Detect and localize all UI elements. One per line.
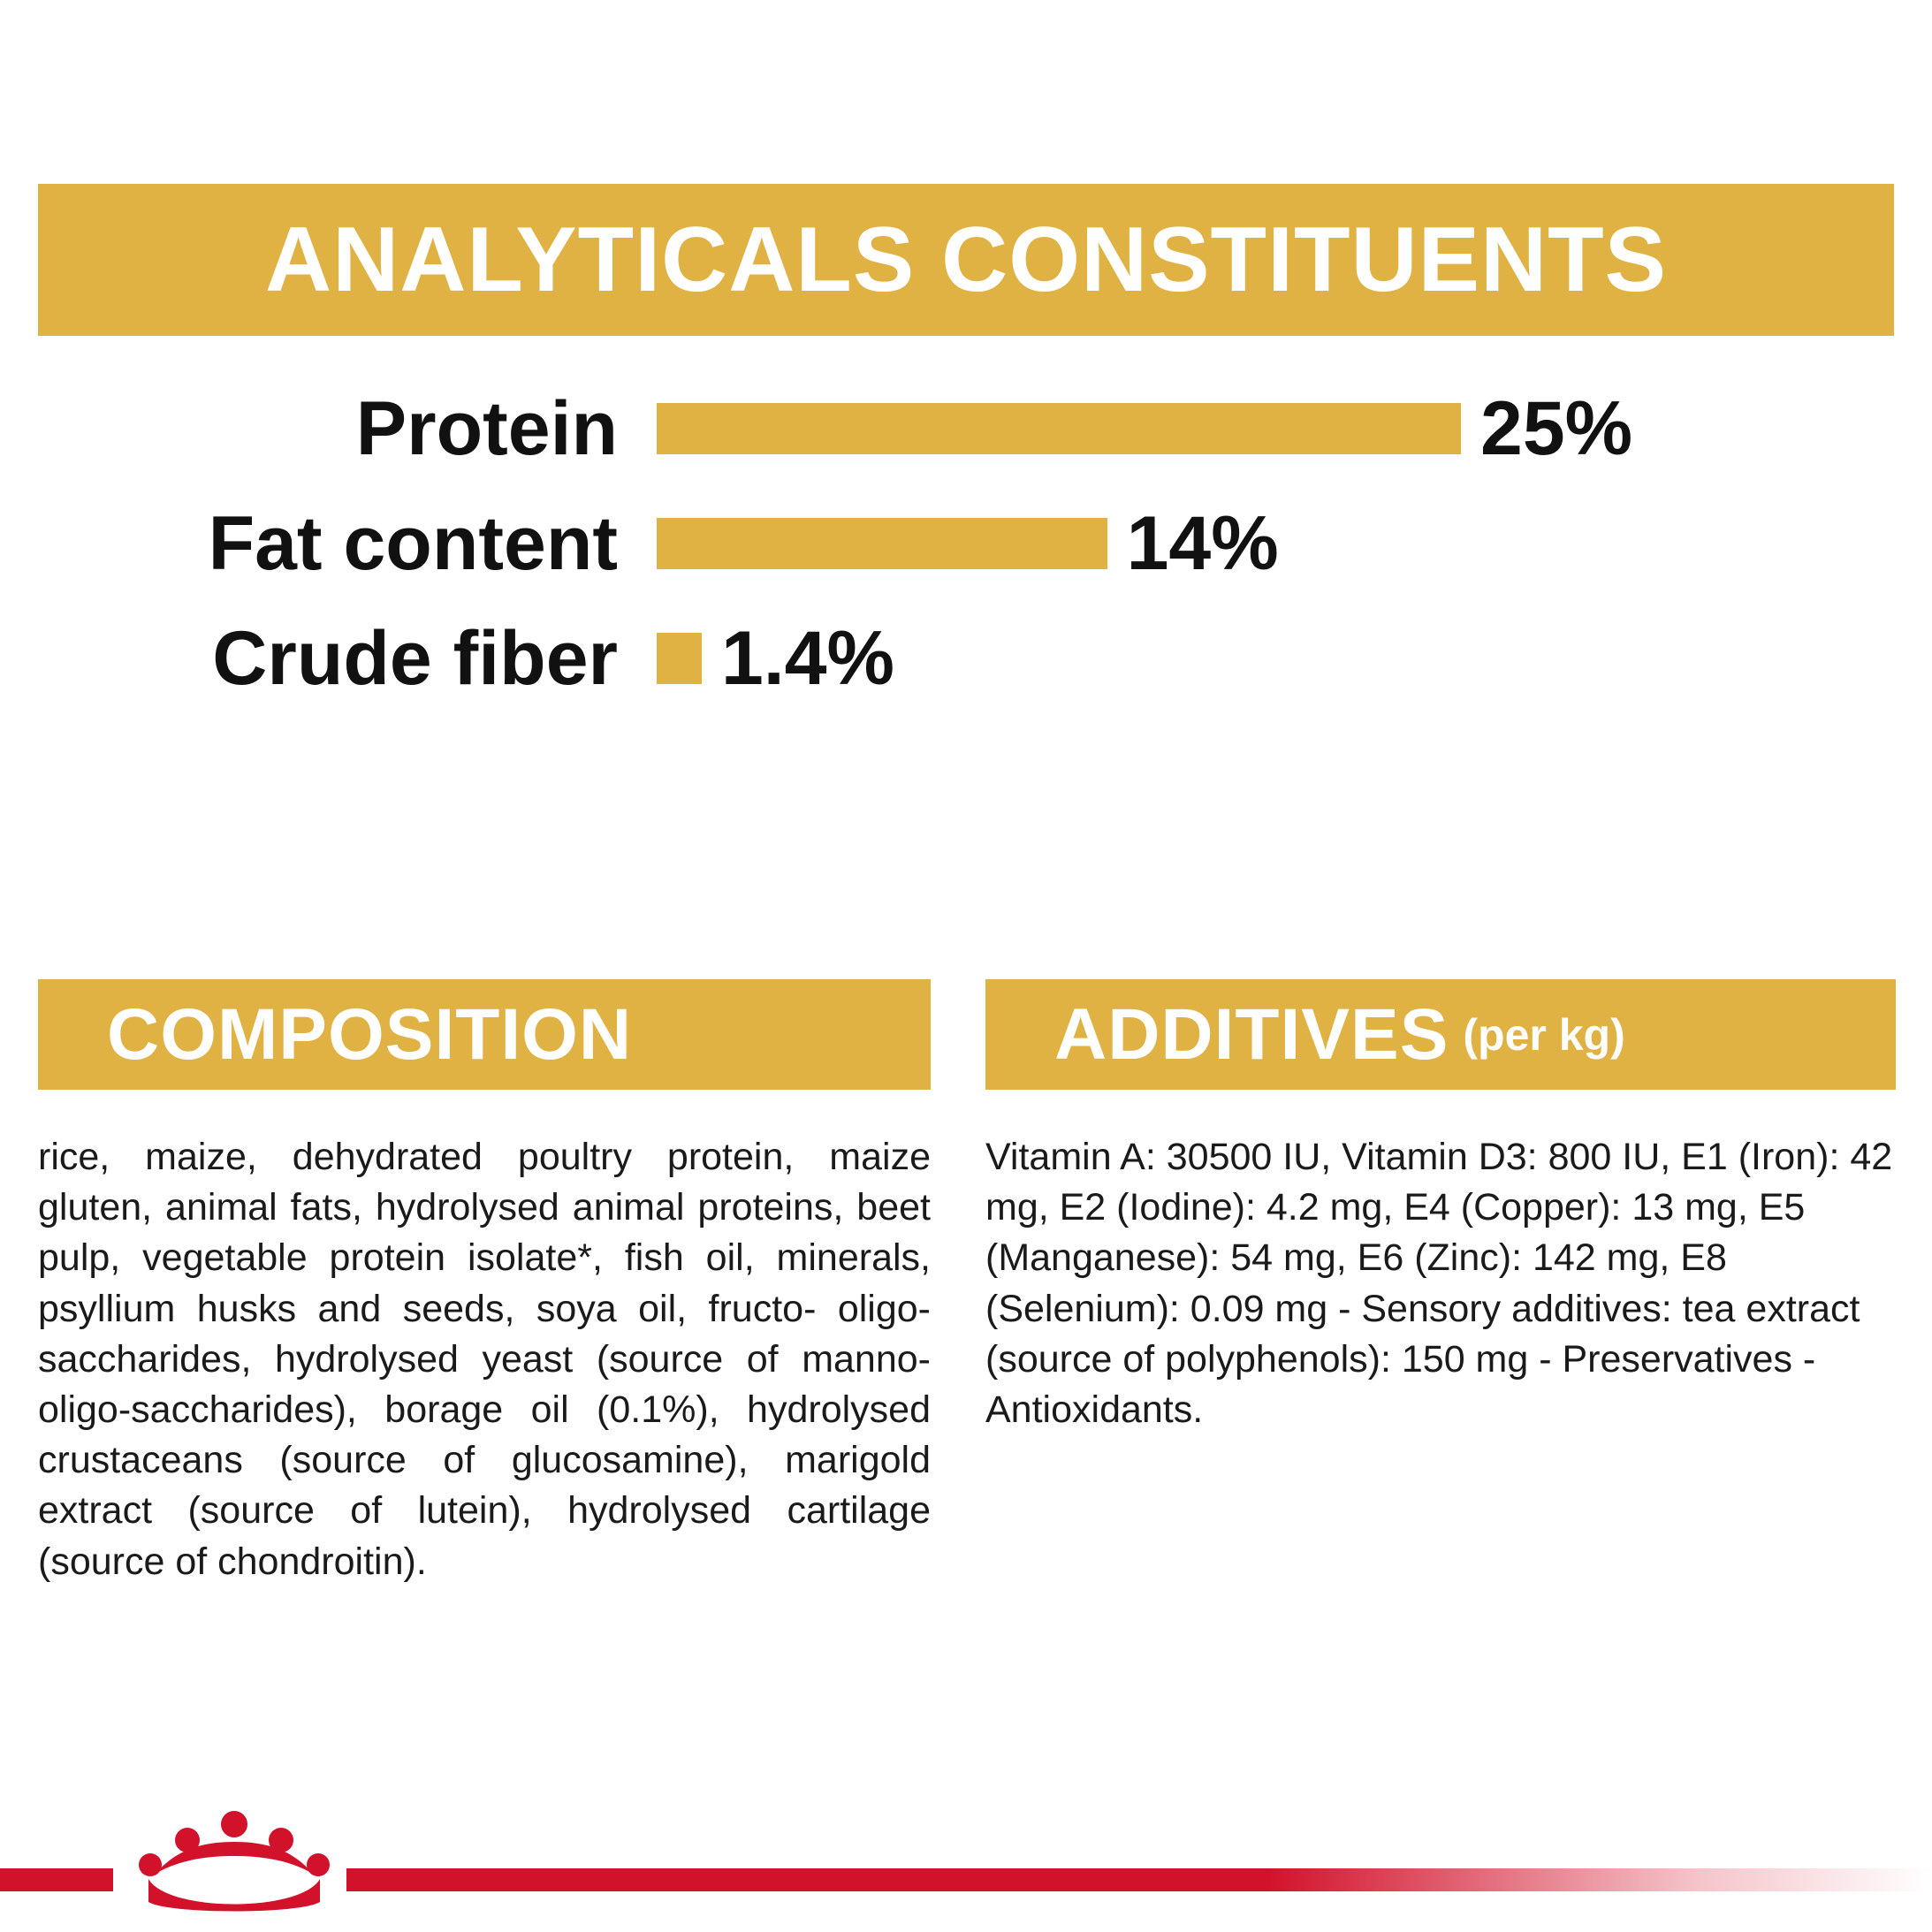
analyticals-chart xyxy=(38,371,1894,716)
analyticals-title: ANALYTICALS CONSTITUENTS xyxy=(265,209,1667,311)
composition-header-band xyxy=(38,979,931,1090)
additives-text: Vitamin A: 30500 IU, Vitamin D3: 800 IU, E1 (Iron): 42 mg, E2 (Iodine): 4.2 mg, E4 (Copper): 13 mg, E5 (Manganese): 54 mg, E6 (Zinc): 142 mg, E8 (Selenium): 0.09 mg - Sensory additives: tea extract (source of polyphenols): 150 mg - Preservatives - Antioxidants. xyxy=(985,1136,1893,1431)
constituent-row-protein xyxy=(38,371,1894,486)
constituent-value-crude-fiber: 1.4% xyxy=(720,616,894,701)
constituent-row-fat-content xyxy=(38,486,1894,601)
constituent-row-crude-fiber xyxy=(38,601,1894,716)
additives-unit-label: (per kg) xyxy=(1463,1009,1625,1060)
royal-canin-crown-logo-icon xyxy=(133,1810,336,1916)
constituent-label-crude-fiber: Crude fiber xyxy=(212,616,618,701)
additives-section xyxy=(985,979,1896,1435)
footer-stripe-right xyxy=(346,1868,1932,1891)
constituent-label-protein: Protein xyxy=(355,386,618,471)
constituent-value-fat-content: 14% xyxy=(1126,501,1279,586)
additives-header-band xyxy=(985,979,1896,1090)
analyticals-header-band xyxy=(38,184,1894,336)
constituent-bar-protein xyxy=(657,403,1461,454)
constituent-label-fat-content: Fat content xyxy=(208,501,618,586)
composition-text: rice, maize, dehydrated poultry protein, maize gluten, animal fats, hydrolysed animal proteins, beet pulp, vegetable protein isolate*, fish oil, minerals, psyllium husks and seeds, soya oil, fructo- oligo-saccharides, hydrolysed yeast (source of manno-oligo-saccharides), borage oil (0.1%), hydrolysed crustaceans (source of glucosamine), marigold extract (source of lutein), hydrolysed cartilage (source of chondroitin). xyxy=(38,1136,931,1583)
composition-title: COMPOSITION xyxy=(107,993,633,1075)
additives-title: ADDITIVES xyxy=(1054,993,1449,1075)
constituent-value-protein: 25% xyxy=(1480,386,1633,471)
composition-section xyxy=(38,979,931,1587)
constituent-bar-fat-content xyxy=(657,518,1107,569)
footer-stripe-left xyxy=(0,1868,113,1891)
constituent-bar-crude-fiber xyxy=(657,633,702,684)
footer-brand-bar xyxy=(0,1791,1932,1932)
